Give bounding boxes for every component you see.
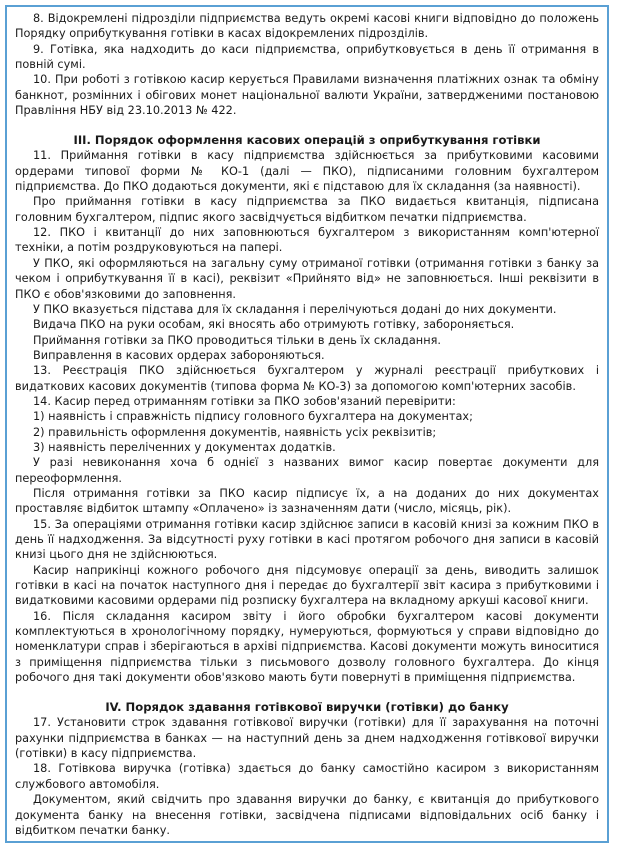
paragraph-12-handout: Видача ПКО на руки особам, які вносять або отримують готівку, забороняється. [33,318,515,332]
paragraph-18: 18. Готівкова виручка (готівка) здається до банку самостійно касиром з використанням службового автомобіля. [15,762,599,791]
paragraph-12-total-sum: У ПКО, які оформляються на загальну суму отриманої готівки (отримання готівки з банку за чеком і оприбуткування її в касі), реквізит «Прийнято від» не заповнюється. Інші реквізити в ПКО є обов'язковими до заповнення. [15,256,599,301]
paragraph-14-return: У разі невиконання хоча б однієї з названих вимог касир повертає документи для переоформлення. [15,456,599,485]
paragraph-15: 15. За операціями отримання готівки касир здійснює записи в касовій книзі за кожним ПКО в день її надходження. За відсутності руху готівки в касі протягом робочого дня записи в касовій книзі цього дня не здійснюються. [15,517,599,562]
paragraph-8: 8. Відокремлені підрозділи підприємства ведуть окремі касові книги відповідно до положень Порядку оприбуткування готівки в касах відокремлених підрозділів. [15,12,599,41]
section-4-heading: IV. Порядок здавання готівкової виручки (готівки) до банку [105,700,509,715]
paragraph-14-item-1: 1) наявність і справжність підпису головного бухгалтера на документах; [33,410,473,424]
paragraph-13: 13. Реєстрація ПКО здійснюється бухгалтером у журналі реєстрації прибуткових і видаткових касових документів (типова форма № КО-3) за допомогою комп'ютерних засобів. [15,364,599,393]
paragraph-18-receipt: Документом, який свідчить про здавання виручки до банку, є квитанція до прибуткового документа банку на внесення готівки, засвідчена підписами відповідальних осіб банку і відбитком печатки банку. [15,793,599,837]
paragraph-11-receipt: Про приймання готівки в касу підприємства за ПКО видається квитанція, підписана головним бухгалтером, підпис якого засвідчується відбитком печатки підприємства. [15,195,599,224]
paragraph-10: 10. При роботі з готівкою касир керується Правилами визначення платіжних ознак та обміну банкнот, розмінних і обігових монет національної валюти України, затвердженими постановою Правління НБУ від 23.10.2013 № 422. [15,73,599,118]
paragraph-14-stamp: Після отримання готівки за ПКО касир підписує їх, а на доданих до них документах проставляє відбиток штампу «Оплачено» із зазначенням дати (число, місяць, рік). [15,486,599,516]
paragraph-12-corrections: Виправлення в касових ордерах забороняються. [33,348,325,362]
paragraph-16: 16. Після складання касиром звіту і його обробки бухгалтером касові документи комплектуються в хронологічному порядку, нумеруються, формуються у справи відповідно до номенклатури справ і зберігаються в архіві підприємства. Касові документи можуть виноситися з приміщення підприємства тільки з письмового дозволу головного бухгалтера. До кінця робочого дня такі документи обов'язково мають бути повернуті в приміщення підприємства. [15,609,599,685]
paragraph-14: 14. Касир перед отриманням готівки за ПКО зобов'язаний перевірити: [33,394,456,408]
paragraph-9: 9. Готівка, яка надходить до каси підприємства, оприбутковується в день її отримання в повній сумі. [15,42,599,72]
paragraph-12: 12. ПКО і квитанції до них заповнюються бухгалтером з використанням комп'ютерної техніки, а потім роздруковуються на папері. [15,226,599,255]
paragraph-12-same-day: Приймання готівки за ПКО проводиться тільки в день їх складання. [33,333,441,347]
section-3-heading: III. Порядок оформлення касових операцій з оприбуткування готівки [73,133,541,148]
document-page [5,5,609,843]
paragraph-17: 17. Установити строк здавання готівкової виручки (готівки) для її зарахування на поточні рахунки підприємства в банках — на наступний день за днем надходження готівкової виручки (готівки) в касу підприємства. [15,716,599,761]
paragraph-14-item-3: 3) наявність переліченних у документах додатків. [33,440,336,454]
paragraph-11: 11. Приймання готівки в касу підприємства здійснюється за прибутковими касовими ордерами типової форми № КО-1 (далі — ПКО), підписаними головним бухгалтером підприємства. До ПКО додаються документи, які є підставою для їх складання (за наявності). [15,149,599,194]
paragraph-15-daily: Касир наприкінці кожного робочого дня підсумовує операції за день, виводить залишок готівки в касі на початок наступного дня і передає до бухгалтерії звіт касира з прибутковими і видатковими касовими ордерами під розписку бухгалтера на вкладному аркуші касової книги. [15,563,599,608]
paragraph-14-item-2: 2) правильність оформлення документів, наявність усіх реквізитів; [33,425,437,439]
paragraph-12-basis: У ПКО вказується підстава для їх складання і перелічуються додані до них документи. [33,302,557,316]
